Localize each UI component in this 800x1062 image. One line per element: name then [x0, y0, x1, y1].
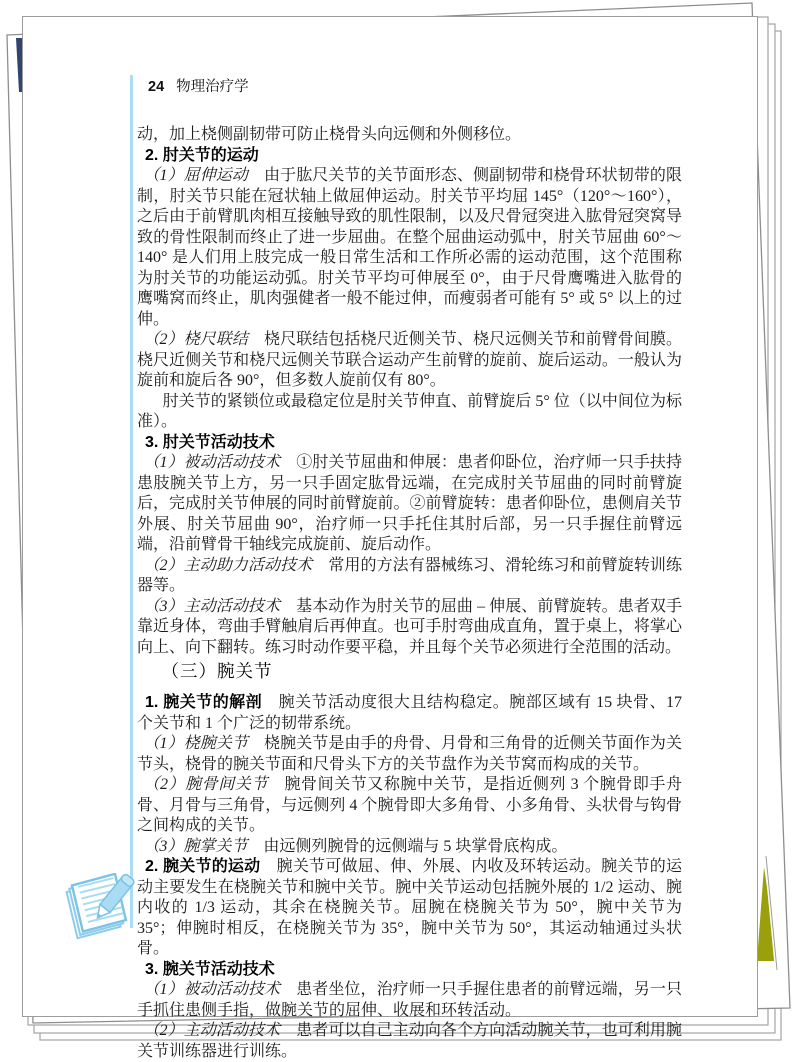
text-segment: 1. 腕关节的解剖	[145, 694, 279, 711]
paragraph	[137, 734, 682, 775]
text-segment: 由于肱尺关节的关节面形态、侧副韧带和桡骨环状韧带的限制，肘关节只能在冠状轴上做屈伸运动。肘关节平均屈 145°（120°～160°），之后由于前臂肌肉相互接触导致的肌性限制，以及尺骨冠突进入肱骨冠突窝导致的骨性限制而终止了进一步屈曲。在整个屈曲运动弧中，肘关节屈曲 60°～140° 是人们用上肢完成一般日常生活和工作所必需的运动范围，这个范围称为肘关节的功能运动弧。肘关节平均可伸展至 0°，由于尺骨鹰嘴进入肱骨的鹰嘴窝而终止，肌肉强健者一般不能过伸，而瘦弱者可能有 5° 或 5° 以上的过伸。	[137, 167, 682, 328]
text-segment: 腕关节活动度很大且结构稳定。腕部区域有 15 块骨、17 个关节和 1 个广泛的韧带系统。	[137, 694, 682, 732]
text-segment: （3）腕掌关节	[143, 837, 264, 855]
paragraph	[137, 597, 682, 659]
text-segment: （1）桡腕关节	[143, 735, 265, 752]
text-segment: ①肘关节屈曲和伸展：患者仰卧位，治疗师一只手扶持患肢腕关节上方，另一只手固定肱骨远端，在完成肘关节屈曲的同时前臂旋后，完成肘关节伸展的同时前臂旋前。②前臂旋转：患者仰卧位，患侧肩关节外展、肘关节屈曲 90°，治疗师一只手托住其肘后部，另一只手握住前臂远端，沿前臂骨干轴线完成旋前、旋后动作。	[137, 454, 682, 553]
text-segment: （2）腕骨间关节	[143, 776, 285, 793]
text-segment: （1）屈伸运动	[143, 167, 265, 184]
notepad-pencil-icon	[57, 873, 143, 943]
paragraph	[137, 125, 682, 146]
text-segment: 2. 肘关节的运动	[145, 146, 259, 164]
text-segment: （2）主动活动技术	[143, 1022, 297, 1039]
paragraph	[137, 166, 682, 330]
text-segment: 腕骨间关节又称腕中关节，是指近侧列 3 个腕骨即手舟骨、月骨与三角骨，与远侧列 4 个腕骨即大多角骨、小多角骨、头状骨与钩骨之间构成的关节。	[137, 776, 682, 834]
paragraph	[137, 1021, 682, 1062]
paragraph	[137, 453, 682, 556]
text-segment: 常用的方法有器械练习、滑轮练习和前臂旋转训练器等。	[137, 556, 682, 594]
text-segment: 腕关节可做屈、伸、外展、内收及环转运动。腕关节的运动主要发生在桡腕关节和腕中关节。腕中关节运动包括腕外展的 1/2 运动、腕内收的 1/3 运动，其余在桡腕关节。屈腕在桡腕关节为 50°，腕中关节为 35°；伸腕时相反，在桡腕关节为 35°，腕中关节为 50°，其运动轴通过头状骨。	[137, 858, 682, 957]
text-segment: （1）被动活动技术	[143, 454, 297, 471]
paragraph	[137, 980, 682, 1021]
text-segment: 动，加上桡侧副韧带可防止桡骨头向远侧和外侧移位。	[137, 126, 522, 143]
paragraph	[137, 837, 682, 858]
text-segment: 3. 腕关节活动技术	[145, 960, 275, 978]
text-segment: 由远侧列腕骨的远侧端与 5 块掌骨底构成。	[263, 837, 568, 855]
text-segment: （2）主动助力活动技术	[143, 556, 329, 574]
text-segment: 2. 腕关节的运动	[145, 858, 277, 875]
margin-rule	[130, 75, 133, 928]
paragraph	[137, 857, 682, 960]
text-segment: （2）桡尺联结	[143, 331, 265, 348]
text-segment: 患者坐位，治疗师一只手握住患者的前臂远端，另一只手抓住患侧手指，做腕关节的屈伸、收展和环转活动。	[137, 981, 682, 1019]
paragraph	[137, 330, 682, 392]
heading	[137, 146, 682, 167]
text-segment: （三）腕关节	[161, 661, 273, 681]
text-segment: 桡腕关节是由手的舟骨、月骨和三角骨的近侧关节面作为关节头，桡骨的腕关节面和尺骨头下方的关节盘作为关节窝而构成的关节。	[137, 735, 682, 773]
paragraph	[137, 693, 682, 734]
text-flow	[137, 125, 682, 1062]
text-segment: 桡尺联结包括桡尺近侧关节、桡尺远侧关节和前臂骨间膜。桡尺近侧关节和桡尺远侧关节联合运动产生前臂的旋前、旋后运动。一般认为旋前和旋后各 90°，但多数人旋前仅有 80°。	[137, 331, 682, 389]
heading	[137, 659, 682, 683]
page-number: 24	[148, 79, 165, 95]
text-segment: （3）主动活动技术	[143, 597, 297, 615]
heading	[137, 960, 682, 981]
text-segment: （1）被动活动技术	[143, 981, 297, 998]
text-segment: 肘关节的紧锁位或最稳定位是肘关节伸直、前臂旋后 5° 位（以中间位为标准）。	[137, 392, 682, 430]
main-page	[22, 16, 758, 1060]
paragraph	[137, 392, 682, 433]
text-segment: 3. 肘关节活动技术	[145, 433, 275, 451]
text-segment: 基本动作为肘关节的屈曲 – 伸展、前臂旋转。患者双手靠近身体，弯曲手臂触肩后再伸直。也可手肘弯曲成直角，置于桌上，将掌心向上、向下翻转。练习时动作要平稳，并且每个关节必须进行全范围的活动。	[137, 597, 682, 656]
paragraph	[137, 775, 682, 837]
book-title: 物理治疗学	[176, 79, 249, 95]
paragraph	[137, 556, 682, 597]
page-header	[148, 78, 249, 96]
heading	[137, 433, 682, 454]
text-segment: 患者可以自己主动向各个方向活动腕关节，也可利用腕关节训练器进行训练。	[137, 1022, 682, 1060]
